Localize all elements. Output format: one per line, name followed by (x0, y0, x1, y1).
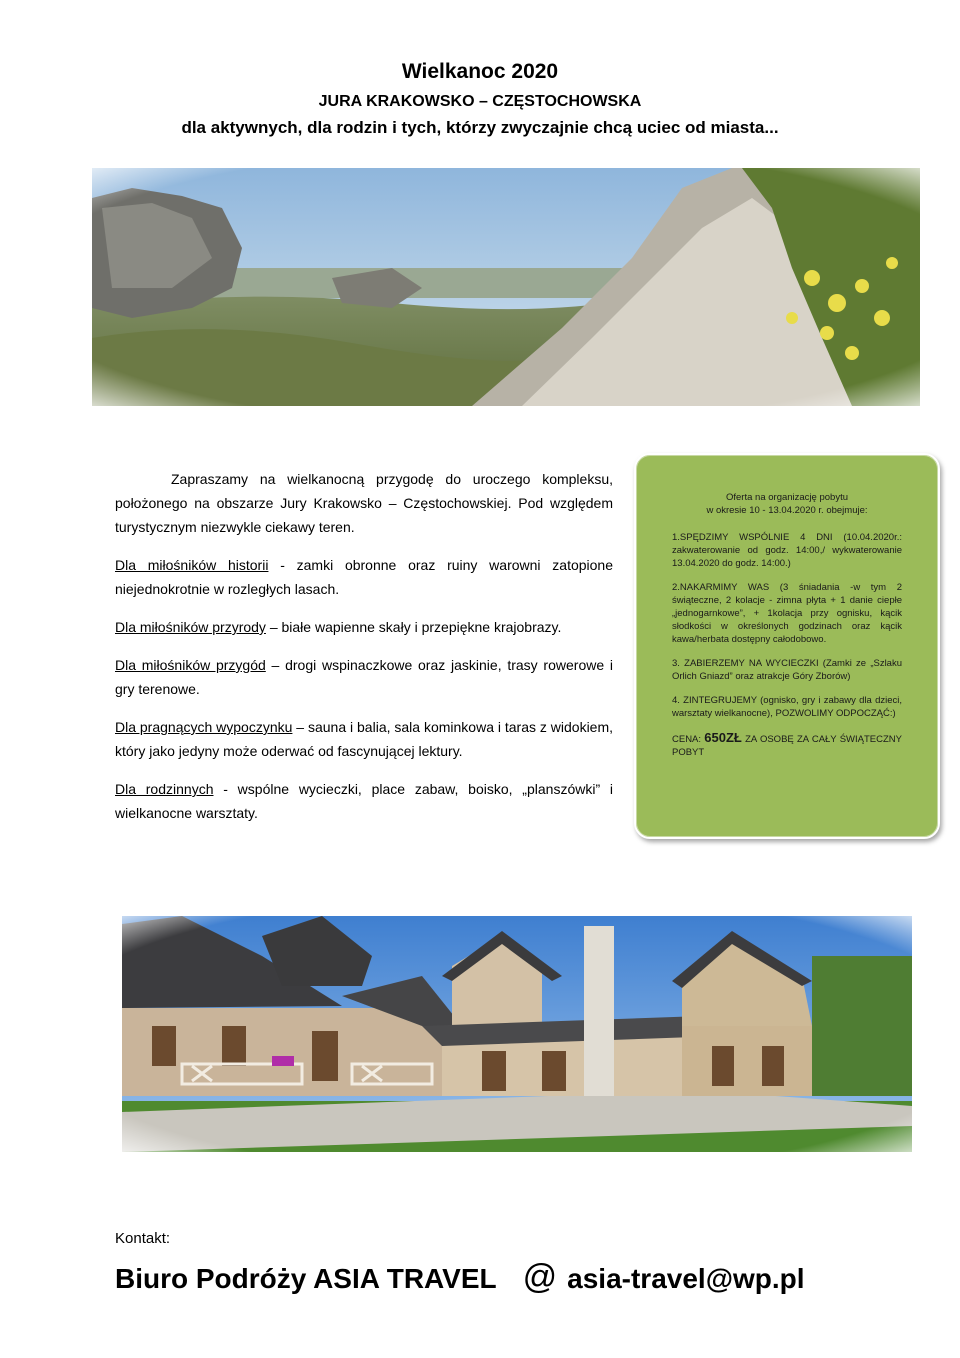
offer-point: 2.NAKARMIMY WAS (3 śniadania -w tym 2 świąteczne, 2 kolacje - zimna płyta + 1 danie ciepłe „jednogarnkowe”, + 1kolacja przy ognisku, kącik słodkości w określonych godzinach oraz kącik kawa/herbata dostępny całodobowo. (672, 582, 902, 645)
intro-item-nature (115, 615, 613, 639)
offer-heading-line-2: w okresie 10 - 13.04.2020 r. obejmuje: (706, 505, 868, 516)
intro-text (115, 467, 613, 839)
price-suffix: ZA OSOBĘ ZA CAŁY ŚWIĄTECZNY POBYT (672, 734, 902, 758)
tagline: dla aktywnych, dla rodzin i tych, którzy zwyczajnie chcą uciec od miasta... (181, 118, 779, 137)
contact-line (115, 1258, 805, 1297)
offer-point: 3. ZABIERZEMY NA WYCIECZKI (Zamki ze „Szlaku Orlich Gniazd” oraz atrakcje Góry Zborów) (672, 658, 902, 682)
intro-item-label: Dla miłośników historii (115, 557, 269, 573)
intro-item-history (115, 553, 613, 601)
offer-heading-line-1: Oferta na organizację pobytu (726, 492, 848, 503)
intro-item-label: Dla miłośników przygód (115, 657, 266, 673)
intro-item-relax (115, 715, 613, 763)
region-subtitle: JURA KRAKOWSKO – CZĘSTOCHOWSKA (318, 93, 642, 110)
intro-item-text: – drogi wspinaczkowe oraz jaskinie, trasy rowerowe i gry terenowe. (115, 657, 613, 697)
intro-item-text: - wspólne wycieczki, place zabaw, boisko, „planszówki” i wielkanocne warsztaty. (115, 781, 613, 821)
intro-item-family (115, 777, 613, 825)
intro-item-adventure (115, 653, 613, 701)
intro-item-label: Dla miłośników przyrody (115, 619, 266, 635)
offer-point: 1.SPĘDZIMY WSPÓLNIE 4 DNI (10.04.2020r.: zakwaterowanie od godz. 14:00,/ wykwaterowanie 13.04.2020 do godz. 14:00.) (672, 532, 902, 569)
contact-email[interactable]: asia-travel@wp.pl (567, 1263, 805, 1294)
offer-price (672, 731, 902, 759)
intro-item-text: – białe wapienne skały i przepiękne krajobrazy. (265, 619, 562, 635)
offer-point: 4. ZINTEGRUJEMY (ognisko, gry i zabawy dla dzieci, warsztaty wielkanocne), POZWOLIMY ODPOCZĄĆ:) (672, 695, 902, 719)
offer-box (634, 453, 940, 839)
page-title: Wielkanoc 2020 (401, 60, 559, 83)
jura-landscape-photo (92, 168, 920, 406)
intro-lead: Zapraszamy na wielkanocną przygodę do uroczego kompleksu, położonego na obszarze Jury Krakowsko – Częstochowskiej. Pod względem turystycznym niezwykle ciekawy teren. (115, 471, 613, 535)
intro-item-label: Dla pragnących wypoczynku (115, 719, 293, 735)
price-prefix: CENA: (672, 734, 705, 745)
price-value: 650ZŁ (704, 730, 742, 745)
guesthouse-photo (122, 916, 912, 1152)
intro-item-label: Dla rodzinnych (115, 781, 214, 797)
agency-name: Biuro Podróży ASIA TRAVEL (115, 1263, 497, 1294)
contact-label: Kontakt: (115, 1230, 171, 1247)
intro-item-text: - zamki obronne oraz ruiny warowni zatopione niejednokrotnie w rozległych lasach. (115, 557, 614, 597)
offer-heading (672, 491, 902, 517)
at-icon: @ (522, 1258, 558, 1296)
intro-item-text: – sauna i balia, sala kominkowa i taras z widokiem, który jako jedyny może oderwać od fascynującej lektury. (115, 719, 614, 759)
